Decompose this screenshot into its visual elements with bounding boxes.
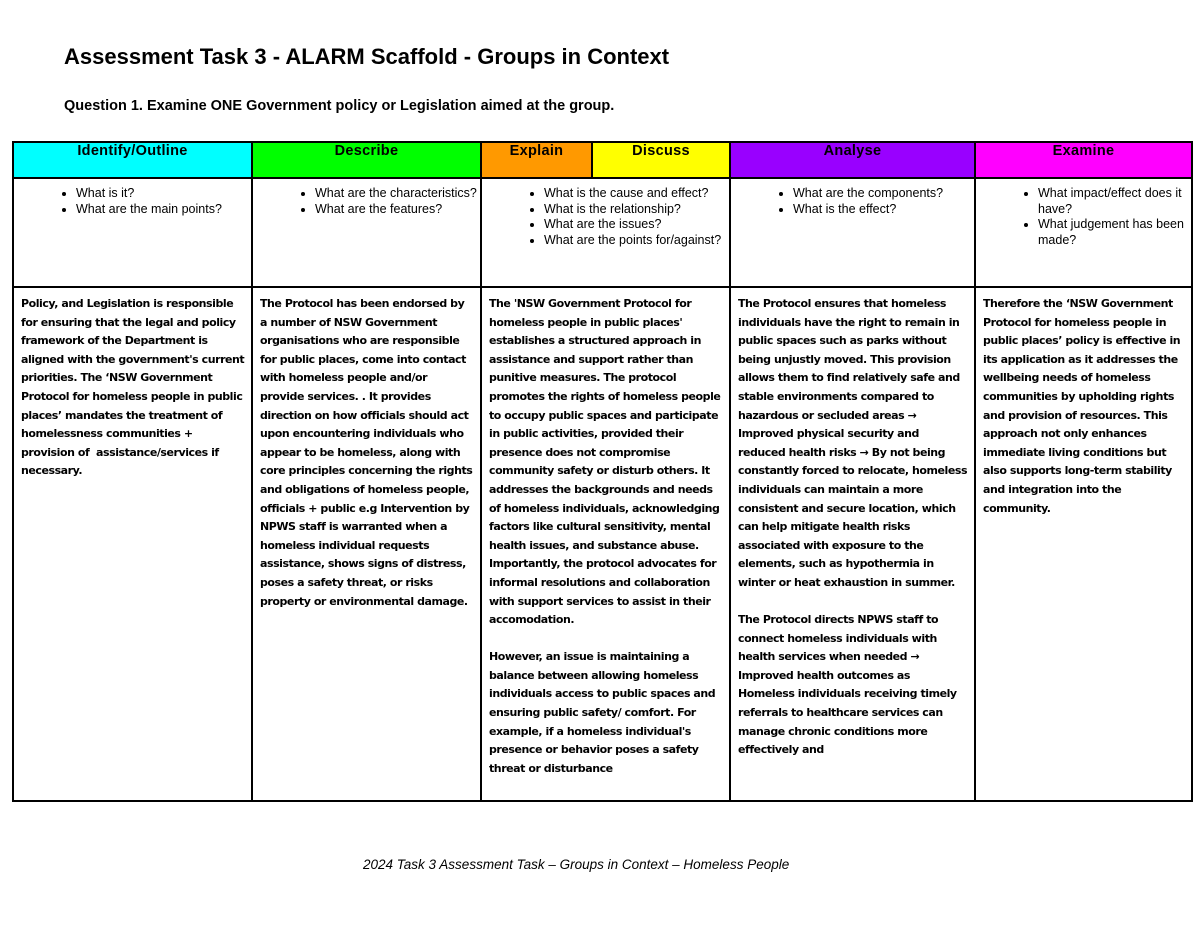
- prompt-cell-analyse: [730, 178, 975, 287]
- prompt-item: • What is it?: [76, 186, 251, 202]
- prompt-item: • What are the main points?: [76, 202, 251, 218]
- prompt-item: • What is the cause and effect?: [544, 186, 729, 202]
- page-footer: 2024 Task 3 Assessment Task – Groups in Context – Homeless People: [363, 857, 790, 872]
- prompt-item: • What is the relationship?: [544, 202, 729, 218]
- answer-cell-examine: [975, 287, 1192, 801]
- prompt-cell-describe: [252, 178, 481, 287]
- prompt-row: [13, 178, 1192, 287]
- header-examine: Examine: [975, 142, 1192, 178]
- prompt-item: • What are the features?: [315, 202, 480, 218]
- header-analyse: Analyse: [730, 142, 975, 178]
- page-title: Assessment Task 3 - ALARM Scaffold - Groups in Context: [64, 44, 670, 69]
- header-explain: Explain: [481, 142, 592, 178]
- answer-describe-text: The Protocol has been endorsed by a number of NSW Government organisations who are responsible for public places, come into contact with homeless people and/or provide services. . It provides direction on how officials should act upon encountering individuals who appear to be homeless, along with core principles concerning the rights and obligations of homeless people, officials + public e.g Intervention by NPWS staff is warranted when a homeless individual requests assistance, shows signs of distress, poses a safety threat, or risks property or environmental damage.: [260, 297, 476, 608]
- alarm-scaffold-table: [12, 141, 1193, 802]
- prompt-list-analyse: [731, 186, 974, 217]
- prompt-cell-examine: [975, 178, 1192, 287]
- prompt-item: • What judgement has been made?: [1038, 217, 1191, 248]
- header-discuss: Discuss: [592, 142, 730, 178]
- answer-explain-discuss-text: The 'NSW Government Protocol for homeless people in public places' establishes a structured approach in assistance and support rather than punitive measures. The protocol promotes the rights of homeless people to occupy public spaces and participate in public activities, provided their presence does not compromise community safety or disturb others. It addresses the backgrounds and needs of homeless individuals, acknowledging factors like cultural sensitivity, mental health issues, and substance abuse. Importantly, the protocol advocates for informal resolutions and collaboration with support services to assist in their accomodation. However, an issue is maintaining a balance between allowing homeless individuals access to public spaces and ensuring public safety/ comfort. For example, if a homeless individual's presence or behavior poses a safety threat or disturbance: [489, 297, 721, 775]
- prompt-list-examine: [976, 186, 1191, 248]
- prompt-cell-explain-discuss: [481, 178, 730, 287]
- prompt-item: • What is the effect?: [793, 202, 974, 218]
- prompt-item: • What are the issues?: [544, 217, 729, 233]
- header-describe: Describe: [252, 142, 481, 178]
- prompt-list-identify: [14, 186, 251, 217]
- header-row: [13, 142, 1192, 178]
- answer-identify-text: Policy, and Legislation is responsible for ensuring that the legal and policy framework of the Department is aligned with the government's current priorities. The ‘NSW Government Protocol for homeless people in public places’ mandates the treatment of homelessness communities + provision of assistance/services if necessary.: [21, 297, 248, 478]
- answer-analyse-text: The Protocol ensures that homeless individuals have the right to remain in public spaces such as parks without being unjustly moved. This provision allows them to find relatively safe and stable environments compared to hazardous or secluded areas → Improved physical security and reduced health risks → By not being constantly forced to relocate, homeless individuals can maintain a more consistent and secure location, which can help mitigate health risks associated with exposure to the elements, such as hypothermia in winter or heat exhaustion in summer. The Protocol directs NPWS staff to connect homeless individuals with health services when needed → Improved health outcomes as Homeless individuals receiving timely referrals to healthcare services can manage chronic conditions more effectively and: [738, 297, 968, 757]
- prompt-list-explain-discuss: [482, 186, 729, 248]
- answer-cell-explain-discuss: [481, 287, 730, 801]
- answer-cell-analyse: [730, 287, 975, 801]
- header-identify-outline: Identify/Outline: [13, 142, 252, 178]
- answer-cell-describe: [252, 287, 481, 801]
- answer-row: [13, 287, 1192, 801]
- answer-cell-identify: [13, 287, 252, 801]
- question-heading: Question 1. Examine ONE Government policy or Legislation aimed at the group.: [64, 98, 615, 114]
- prompt-item: • What are the components?: [793, 186, 974, 202]
- prompt-item: • What are the characteristics?: [315, 186, 480, 202]
- prompt-list-describe: [253, 186, 480, 217]
- answer-examine-text: Therefore the ‘NSW Government Protocol for homeless people in public places’ policy is effective in its application as it addresses the wellbeing needs of homeless communities by upholding rights and provision of resources. This approach not only enhances immediate living conditions but also supports long-term stability and integration into the community.: [983, 297, 1184, 515]
- prompt-item: • What are the points for/against?: [544, 233, 729, 249]
- prompt-item: • What impact/effect does it have?: [1038, 186, 1191, 217]
- prompt-cell-identify: [13, 178, 252, 287]
